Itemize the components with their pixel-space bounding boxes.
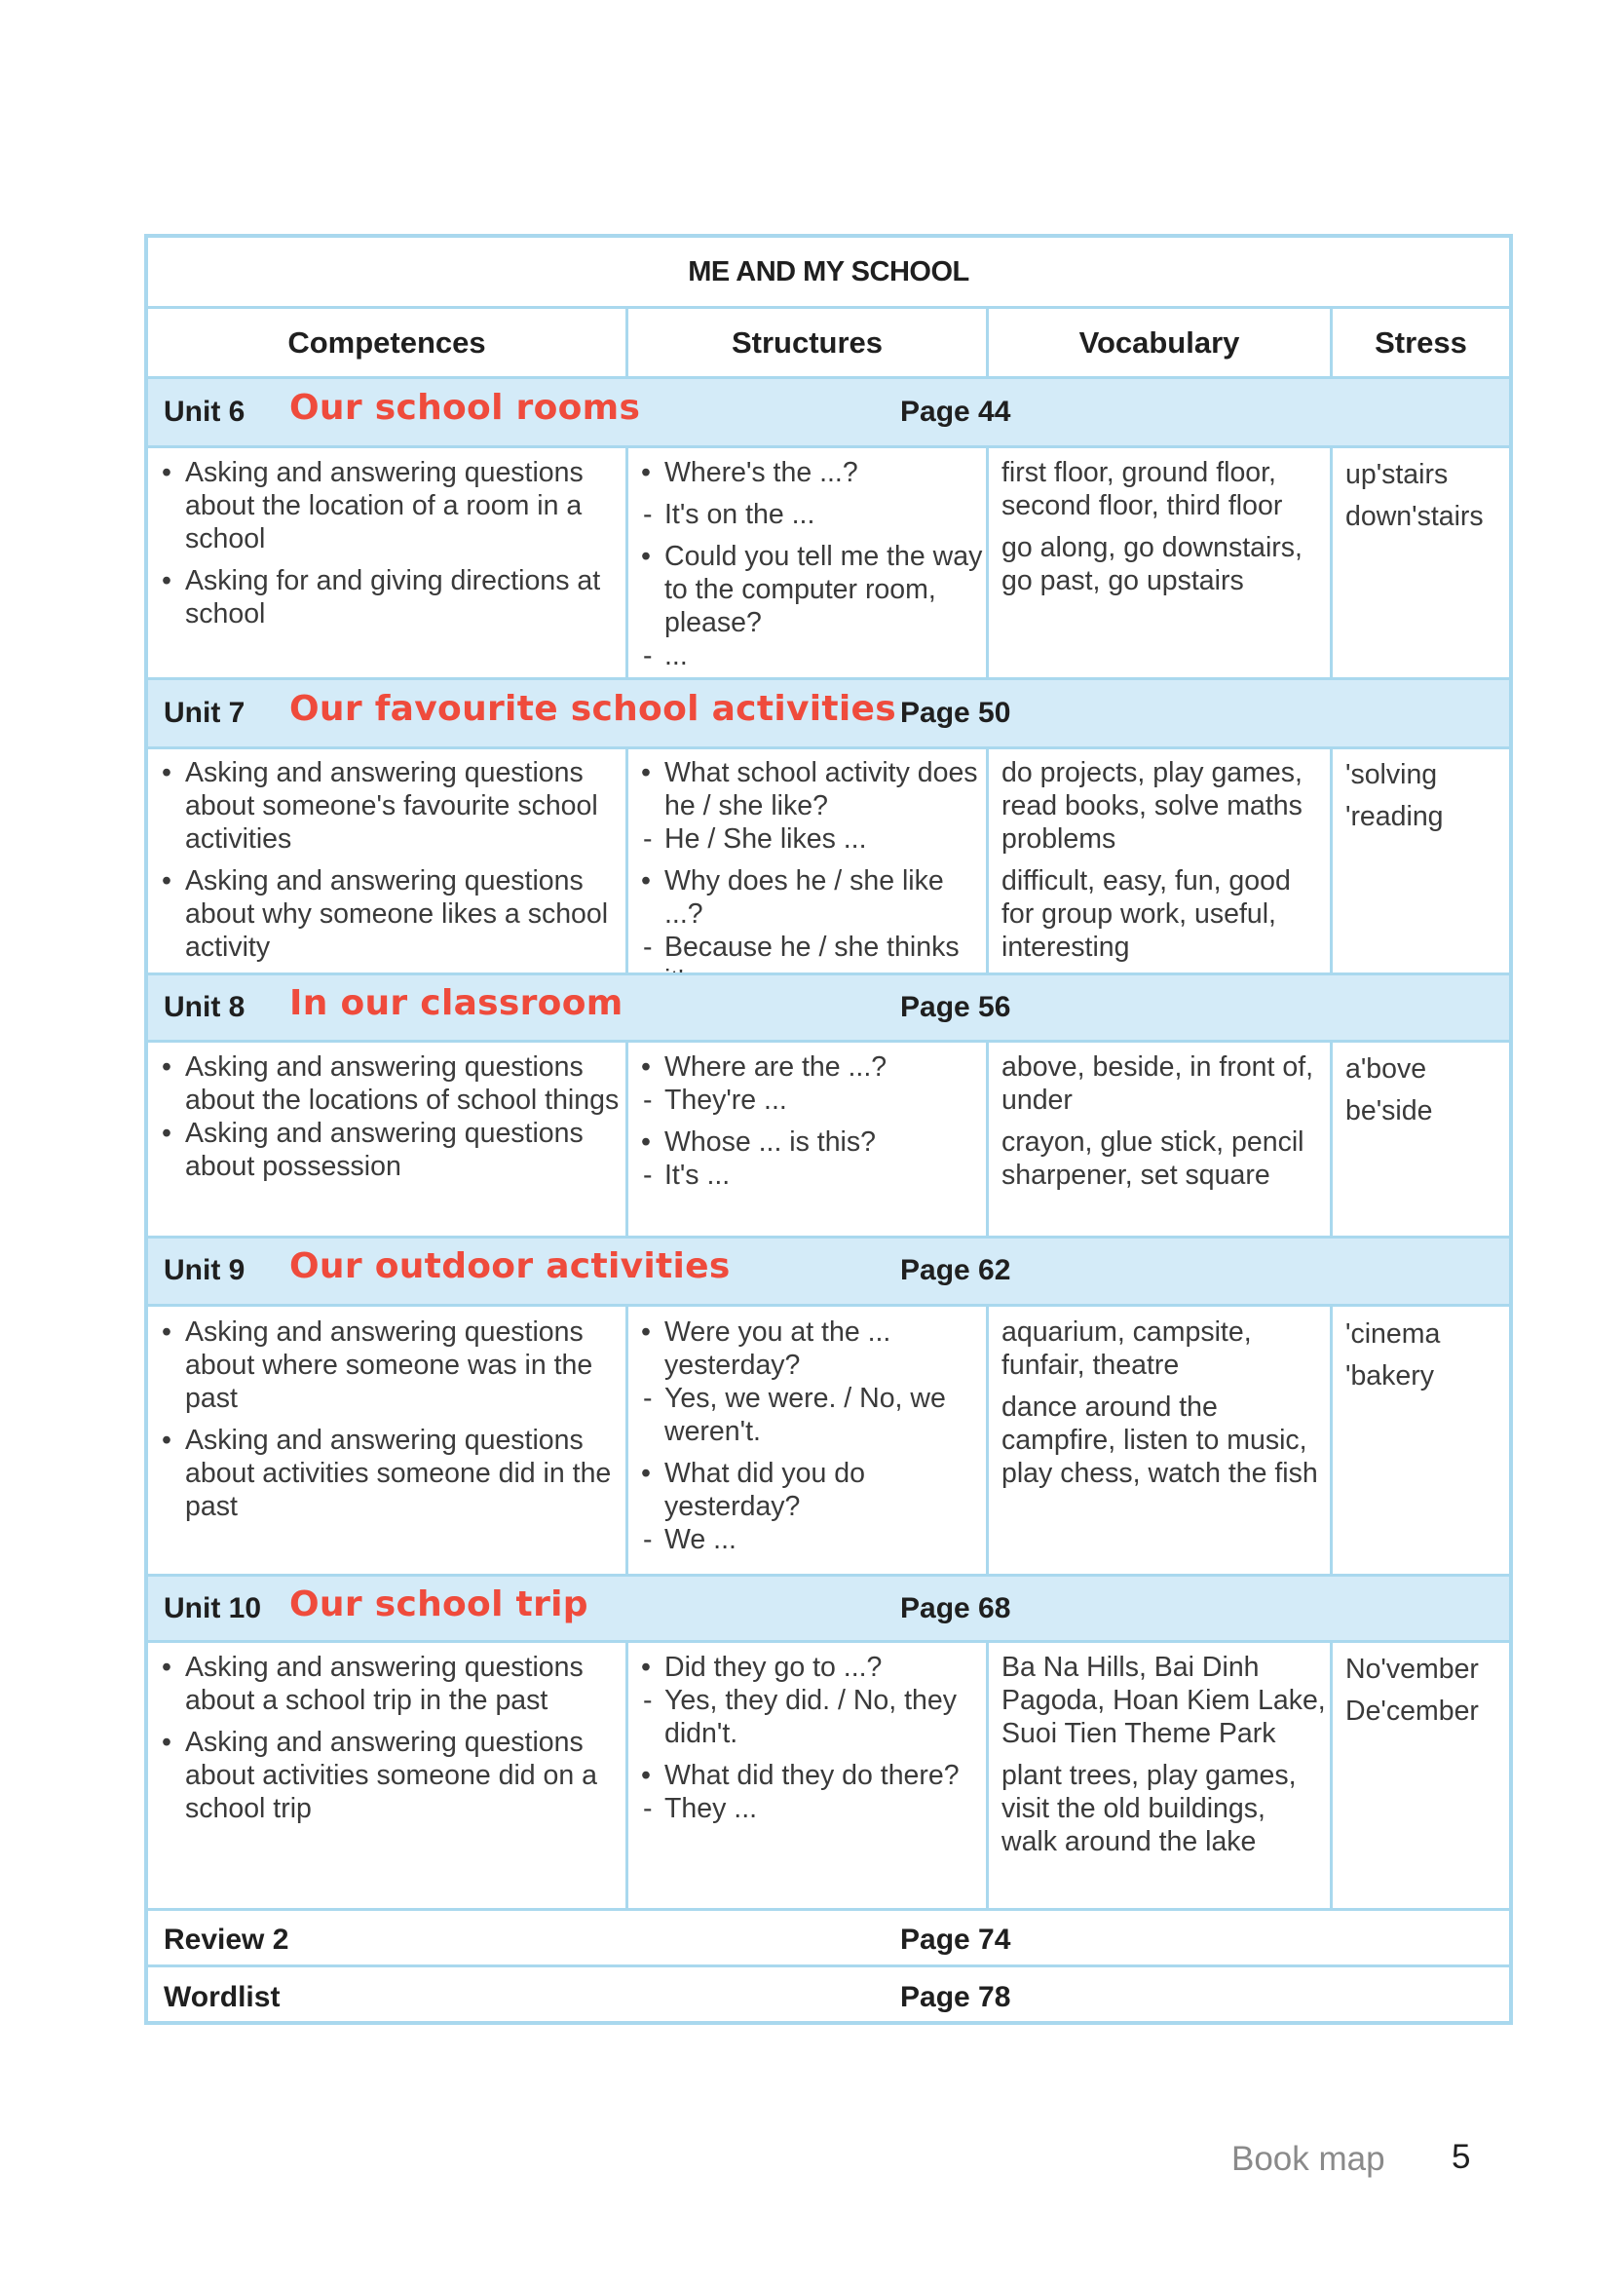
structures-cell [641, 1316, 984, 1556]
header-vocabulary: Vocabulary [1078, 325, 1240, 360]
unit-label: Unit 8 [164, 991, 245, 1023]
list-item: - Because he / she thinks [641, 931, 984, 997]
list-item: - It's on the ... [641, 498, 984, 531]
list-item: Ba Na Hills, Bai Dinh Pagoda, Hoan Kiem Lake, Suoi Tien Theme Park [1001, 1652, 1326, 1749]
divider [148, 1640, 1509, 1643]
divider [1330, 306, 1333, 376]
list-item: 'bakery [1345, 1360, 1434, 1392]
list-item: - ... [641, 639, 984, 672]
list-item: plant trees, play games, visit the old buildings, walk around the lake [1001, 1760, 1297, 1857]
divider [625, 1643, 628, 1908]
competences-cell [162, 1316, 620, 1523]
list-item: • Whose ... is this? [641, 1125, 984, 1159]
list-item: do projects, play games, read books, solve maths problems [1001, 757, 1303, 855]
divider [625, 306, 628, 376]
stress-cell [1345, 1653, 1511, 1736]
unit-page: Page 68 [900, 1592, 1011, 1624]
wordlist-label: Wordlist [164, 1981, 281, 2013]
list-item: • Could you tell me the way to the computer room, please? [641, 540, 984, 639]
list-item: • Did they go to ...? [641, 1651, 984, 1684]
list-item: down'stairs [1345, 501, 1484, 532]
divider [148, 1908, 1509, 1911]
list-item: - They're ... [641, 1084, 984, 1117]
list-item: be'side [1345, 1095, 1433, 1126]
list-item: dance around the campfire, listen to music, play chess, watch the fish [1001, 1392, 1318, 1489]
list-item: • Asking for and giving directions at school [162, 564, 620, 630]
divider [148, 306, 1509, 309]
list-item: 'cinema [1345, 1318, 1441, 1350]
list-item: a'bove [1345, 1053, 1427, 1085]
list-item: • Why does he / she like ...? [641, 864, 984, 931]
divider [148, 1040, 1509, 1043]
divider [986, 749, 989, 972]
list-item: difficult, easy, fun, good for group work, useful, interesting [1001, 865, 1291, 963]
list-item: • What school activity does he / she like? [641, 756, 984, 822]
list-item: • Asking and answering questions about a school trip in the past [162, 1651, 620, 1717]
divider [148, 445, 1509, 448]
review-page: Page 74 [900, 1924, 1011, 1956]
list-item: - It's ... [641, 1159, 984, 1192]
list-item: 'reading [1345, 801, 1444, 832]
divider [986, 1043, 989, 1236]
list-item: De'cember [1345, 1696, 1479, 1727]
stress-cell [1345, 458, 1511, 542]
stress-cell [1345, 1317, 1511, 1401]
unit-title: In our classroom [289, 983, 623, 1023]
unit-label: Unit 9 [164, 1254, 245, 1286]
vocabulary-cell [1001, 456, 1327, 597]
divider [148, 746, 1509, 749]
list-item: - They ... [641, 1792, 984, 1825]
divider [148, 1304, 1509, 1307]
structures-cell [641, 456, 984, 672]
unit-page: Page 62 [900, 1254, 1011, 1286]
stress-cell [1345, 1052, 1511, 1136]
list-item: - Yes, we were. / No, we weren't. [641, 1382, 984, 1448]
stress-cell [1345, 758, 1511, 842]
divider [1330, 749, 1333, 972]
unit-header [148, 1574, 1509, 1640]
review-label: Review 2 [164, 1924, 289, 1956]
divider [148, 1964, 1509, 1967]
divider [1330, 448, 1333, 677]
divider [625, 448, 628, 677]
header-stress: Stress [1375, 325, 1467, 360]
header-competences: Competences [287, 325, 486, 360]
structures-cell [641, 756, 984, 997]
divider [986, 448, 989, 677]
book-map-table [144, 234, 1513, 2025]
list-item: • What did they do there? [641, 1759, 984, 1792]
unit-page: Page 50 [900, 697, 1011, 729]
header-structures: Structures [731, 325, 884, 360]
divider [625, 1043, 628, 1236]
vocabulary-cell [1001, 1316, 1327, 1490]
page-number: 5 [1452, 2138, 1471, 2176]
list-item: - Yes, they did. / No, they didn't. [641, 1684, 984, 1750]
competences-cell [162, 1050, 620, 1183]
list-item: • Asking and answering questions about possession [162, 1117, 620, 1183]
list-item: • Asking and answering questions about activities someone did on a school trip [162, 1726, 620, 1825]
unit-label: Unit 7 [164, 697, 245, 729]
list-item: • Where are the ...? [641, 1050, 984, 1084]
divider [148, 1236, 1509, 1239]
list-item: above, beside, in front of, under [1001, 1051, 1314, 1116]
unit-header [148, 376, 1509, 445]
divider [148, 972, 1509, 975]
wordlist-page: Page 78 [900, 1981, 1011, 2013]
competences-cell [162, 756, 620, 964]
unit-page: Page 44 [900, 396, 1011, 428]
vocabulary-cell [1001, 1050, 1327, 1192]
footer-label: Book map [1231, 2140, 1385, 2178]
list-item: • Asking and answering questions about why someone likes a school activity [162, 864, 620, 964]
divider [986, 306, 989, 376]
unit-header [148, 972, 1509, 1040]
vocabulary-cell [1001, 1651, 1327, 1858]
competences-cell [162, 1651, 620, 1825]
list-item: first floor, ground floor, second floor, third floor [1001, 457, 1283, 521]
divider [986, 1643, 989, 1908]
list-item: up'stairs [1345, 459, 1449, 490]
unit-page: Page 56 [900, 991, 1011, 1023]
list-item: • Asking and answering questions about the locations of school things [162, 1050, 620, 1117]
divider [1330, 1307, 1333, 1574]
list-item: • Where's the ...? [641, 456, 984, 489]
divider [625, 1307, 628, 1574]
competences-cell [162, 456, 620, 630]
divider [986, 1307, 989, 1574]
structures-cell [641, 1651, 984, 1825]
list-item: • What did you do yesterday? [641, 1457, 984, 1523]
list-item: No'vember [1345, 1654, 1479, 1685]
divider [148, 1574, 1509, 1577]
unit-label: Unit 6 [164, 396, 245, 428]
list-item: • Asking and answering questions about the location of a room in a school [162, 456, 620, 555]
list-item: go along, go downstairs, go past, go upstairs [1001, 532, 1303, 596]
list-item: • Asking and answering questions about where someone was in the past [162, 1316, 620, 1415]
unit-header [148, 1236, 1509, 1304]
list-item: 'solving [1345, 759, 1438, 790]
vocabulary-cell [1001, 756, 1327, 964]
divider [148, 677, 1509, 680]
list-item: • Were you at the ... yesterday? [641, 1316, 984, 1382]
divider [1330, 1643, 1333, 1908]
unit-title: Our favourite school activities [289, 689, 896, 729]
unit-title: Our school rooms [289, 388, 641, 428]
unit-title: Our school trip [289, 1584, 588, 1624]
list-item: • Asking and answering questions about someone's favourite school activities [162, 756, 620, 856]
list-item: - We ... [641, 1523, 984, 1556]
table-title: ME AND MY SCHOOL [688, 255, 969, 287]
list-item: • Asking and answering questions about activities someone did in the past [162, 1424, 620, 1523]
list-item: aquarium, campsite, funfair, theatre [1001, 1316, 1252, 1381]
unit-header [148, 677, 1509, 746]
divider [1330, 1043, 1333, 1236]
list-item: crayon, glue stick, pencil sharpener, set square [1001, 1126, 1304, 1191]
unit-label: Unit 10 [164, 1592, 262, 1624]
structures-cell [641, 1050, 984, 1192]
divider [625, 749, 628, 972]
divider [148, 376, 1509, 379]
list-item: - He / She likes ... [641, 822, 984, 856]
unit-title: Our outdoor activities [289, 1246, 731, 1286]
